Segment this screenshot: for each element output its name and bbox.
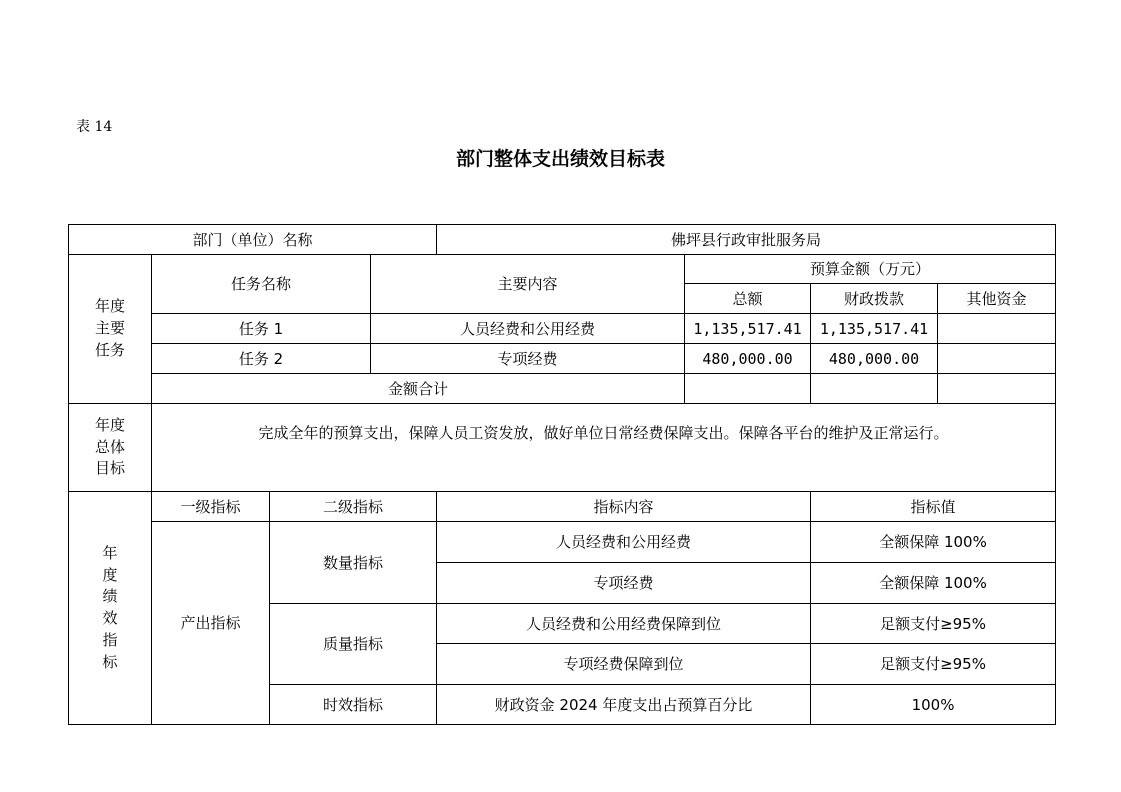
annual-goal-text: 完成全年的预算支出，保障人员工资发放，做好单位日常经费保障支出。保障各平台的维护及正常运行。	[152, 404, 1056, 492]
indicator-value: 全额保障 100%	[811, 522, 1056, 563]
indicator-content: 人员经费和公用经费	[437, 522, 811, 563]
fiscal-header: 财政拨款	[811, 284, 938, 314]
task-content: 人员经费和公用经费	[371, 314, 685, 344]
main-content-header: 主要内容	[371, 255, 685, 314]
sum-fiscal	[811, 374, 938, 404]
performance-target-table	[68, 224, 1056, 725]
table-number: 表 14	[76, 119, 113, 135]
table-row	[69, 314, 1056, 344]
task-fiscal: 1,135,517.41	[811, 314, 938, 344]
annual-tasks-label: 年度 主要 任务	[69, 255, 152, 404]
indicator-content-header: 指标内容	[437, 492, 811, 522]
indicator-content: 财政资金 2024 年度支出占预算百分比	[437, 685, 811, 725]
document-title: 部门整体支出绩效目标表	[455, 148, 665, 170]
task-total: 480,000.00	[685, 344, 811, 374]
sum-other	[938, 374, 1056, 404]
indicator-value: 全额保障 100%	[811, 563, 1056, 604]
quantity-indicator: 数量指标	[270, 522, 437, 604]
timeliness-indicator: 时效指标	[270, 685, 437, 725]
tasks-header-row	[69, 255, 1056, 284]
annual-goal-label: 年度 总体 目标	[69, 404, 152, 492]
level2-header: 二级指标	[270, 492, 437, 522]
table-row	[69, 522, 1056, 563]
sum-total	[685, 374, 811, 404]
quality-indicator: 质量指标	[270, 604, 437, 685]
other-funds-header: 其他资金	[938, 284, 1056, 314]
sum-row	[69, 374, 1056, 404]
task-name: 任务 2	[152, 344, 371, 374]
goal-row	[69, 404, 1056, 492]
indicator-value: 足额支付≥95%	[811, 604, 1056, 644]
department-label: 部门（单位）名称	[69, 225, 437, 255]
indicators-header-row	[69, 492, 1056, 522]
level1-header: 一级指标	[152, 492, 270, 522]
output-indicator: 产出指标	[152, 522, 270, 725]
performance-indicators-label: 年 度 绩 效 指 标	[69, 492, 152, 725]
department-value: 佛坪县行政审批服务局	[437, 225, 1056, 255]
task-total: 1,135,517.41	[685, 314, 811, 344]
indicator-value-header: 指标值	[811, 492, 1056, 522]
task-name-header: 任务名称	[152, 255, 371, 314]
task-fiscal: 480,000.00	[811, 344, 938, 374]
indicator-content: 专项经费	[437, 563, 811, 604]
indicator-value: 足额支付≥95%	[811, 644, 1056, 685]
task-name: 任务 1	[152, 314, 371, 344]
task-other	[938, 344, 1056, 374]
task-content: 专项经费	[371, 344, 685, 374]
indicator-content: 专项经费保障到位	[437, 644, 811, 685]
budget-amount-header: 预算金额（万元）	[685, 255, 1056, 284]
total-header: 总额	[685, 284, 811, 314]
indicator-value: 100%	[811, 685, 1056, 725]
sum-label: 金额合计	[152, 374, 685, 404]
table-row	[69, 344, 1056, 374]
task-other	[938, 314, 1056, 344]
indicator-content: 人员经费和公用经费保障到位	[437, 604, 811, 644]
department-row	[69, 225, 1056, 255]
